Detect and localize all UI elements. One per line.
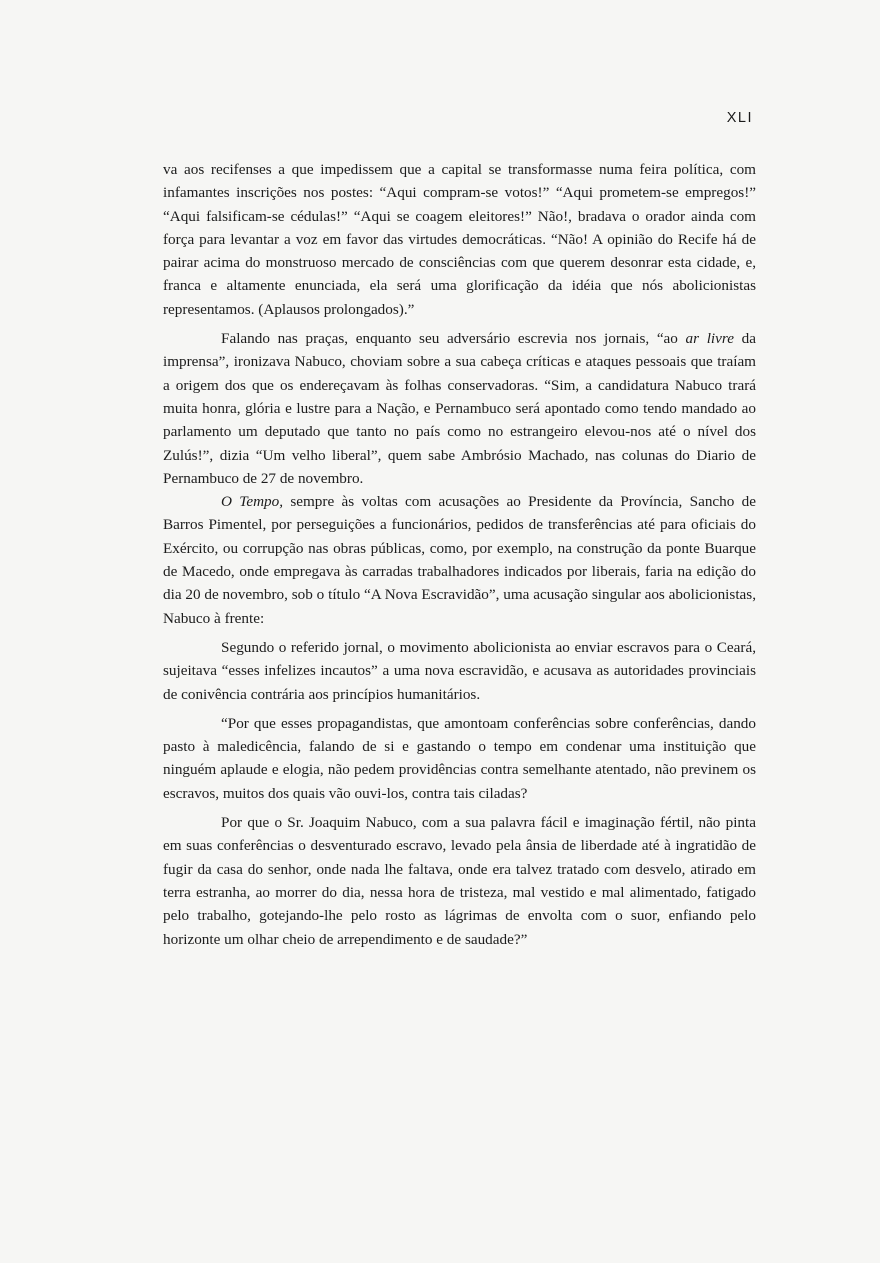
paragraph-text: Falando nas praças, enquanto seu adversário escrevia nos jornais, “ao bbox=[221, 330, 686, 348]
newspaper-title: O Tempo, bbox=[221, 493, 284, 511]
paragraph-text: da imprensa”, ironizava Nabuco, choviam sobre a sua cabeça críticas e ataques pessoais que traíam a origem dos que os endereçavam às folhas conservadoras. “Sim, a candidatura Nabuco trará muita honra, glória e lustre para a Nação, e Pernambuco será apontado como tendo mandado ao parlamento um deputado que tanto no país como no estrangeiro elevou-nos até o nível dos Zulús!”, dizia “Um velho liberal”, quem sabe Ambrósio Machado, nas colunas do Diario de Pernambuco de 27 de novembro. bbox=[163, 330, 756, 487]
paragraph-text: va aos recifenses a que impedissem que a capital se transformasse numa feira política, com infamantes inscrições nos postes: “Aqui compram-se votos!” “Aqui prometem-se empregos!” “Aqui falsificam-se cédulas!” “Aqui se coagem eleitores!” Não!, bradava o orador ainda com força para levantar a voz em favor das virtudes democráticas. “Não! A opinião do Recife há de pairar acima do monstruoso mercado de consciências com que querem desonrar esta cidade, e, franca e altamente enunciada, ela será uma glorificação da idéia que nós abolicionistas representamos. (Aplausos prolongados).” bbox=[163, 161, 756, 318]
paragraph-text: sempre às voltas com acusações ao Presidente da Província, Sancho de Barros Pimentel, por perseguições a funcionários, pedidos de transferências até para oficiais do Exército, ou corrupção nas obras públicas, como, por exemplo, na construção da ponte Buarque de Macedo, onde empregava às carradas trabalhadores indicados por liberais, faria na edição do dia 20 de novembro, sob o título “A Nova Escravidão”, uma acusação singular aos abolicionistas, Nabuco à frente: bbox=[163, 493, 756, 627]
page-number: XLI bbox=[726, 110, 753, 126]
paragraph-5 bbox=[163, 712, 756, 805]
body-text bbox=[163, 158, 756, 951]
paragraph-text: “Por que esses propagandistas, que amontoam conferências sobre conferências, dando pasto à maledicência, falando de si e gastando o tempo em condenar uma instituição que ninguém aplaude e elogia, não pedem providências contra semelhante atentado, não previnem os escravos, muitos dos quais vão ouvi-los, contra tais ciladas? bbox=[163, 714, 756, 802]
paragraph-2 bbox=[163, 327, 756, 490]
italic-phrase: ar livre bbox=[685, 330, 734, 348]
paragraph-1 bbox=[163, 158, 756, 321]
paragraph-text: Por que o Sr. Joaquim Nabuco, com a sua palavra fácil e imaginação fértil, não pinta em suas conferências o desventurado escravo, levado pela ânsia de liberdade até à ingratidão de fugir da casa do senhor, onde nada lhe faltava, onde era talvez tratado com desvelo, atirado em terra estranha, ao morrer do dia, nessa hora de tristeza, mal vestido e mal alimentado, fatigado pelo trabalho, gotejando-lhe pelo rosto as lágrimas de envolta com o suor, enfiando pelo horizonte um olhar cheio de arrependimento e de saudade?” bbox=[163, 814, 756, 948]
paragraph-4 bbox=[163, 636, 756, 706]
paragraph-text: Segundo o referido jornal, o movimento abolicionista ao enviar escravos para o Ceará, sujeitava “esses infelizes incautos” a uma nova escravidão, e acusava as autoridades provinciais de conivência contrária aos princípios humanitários. bbox=[163, 638, 756, 703]
paragraph-3 bbox=[163, 490, 756, 630]
paragraph-6 bbox=[163, 811, 756, 951]
